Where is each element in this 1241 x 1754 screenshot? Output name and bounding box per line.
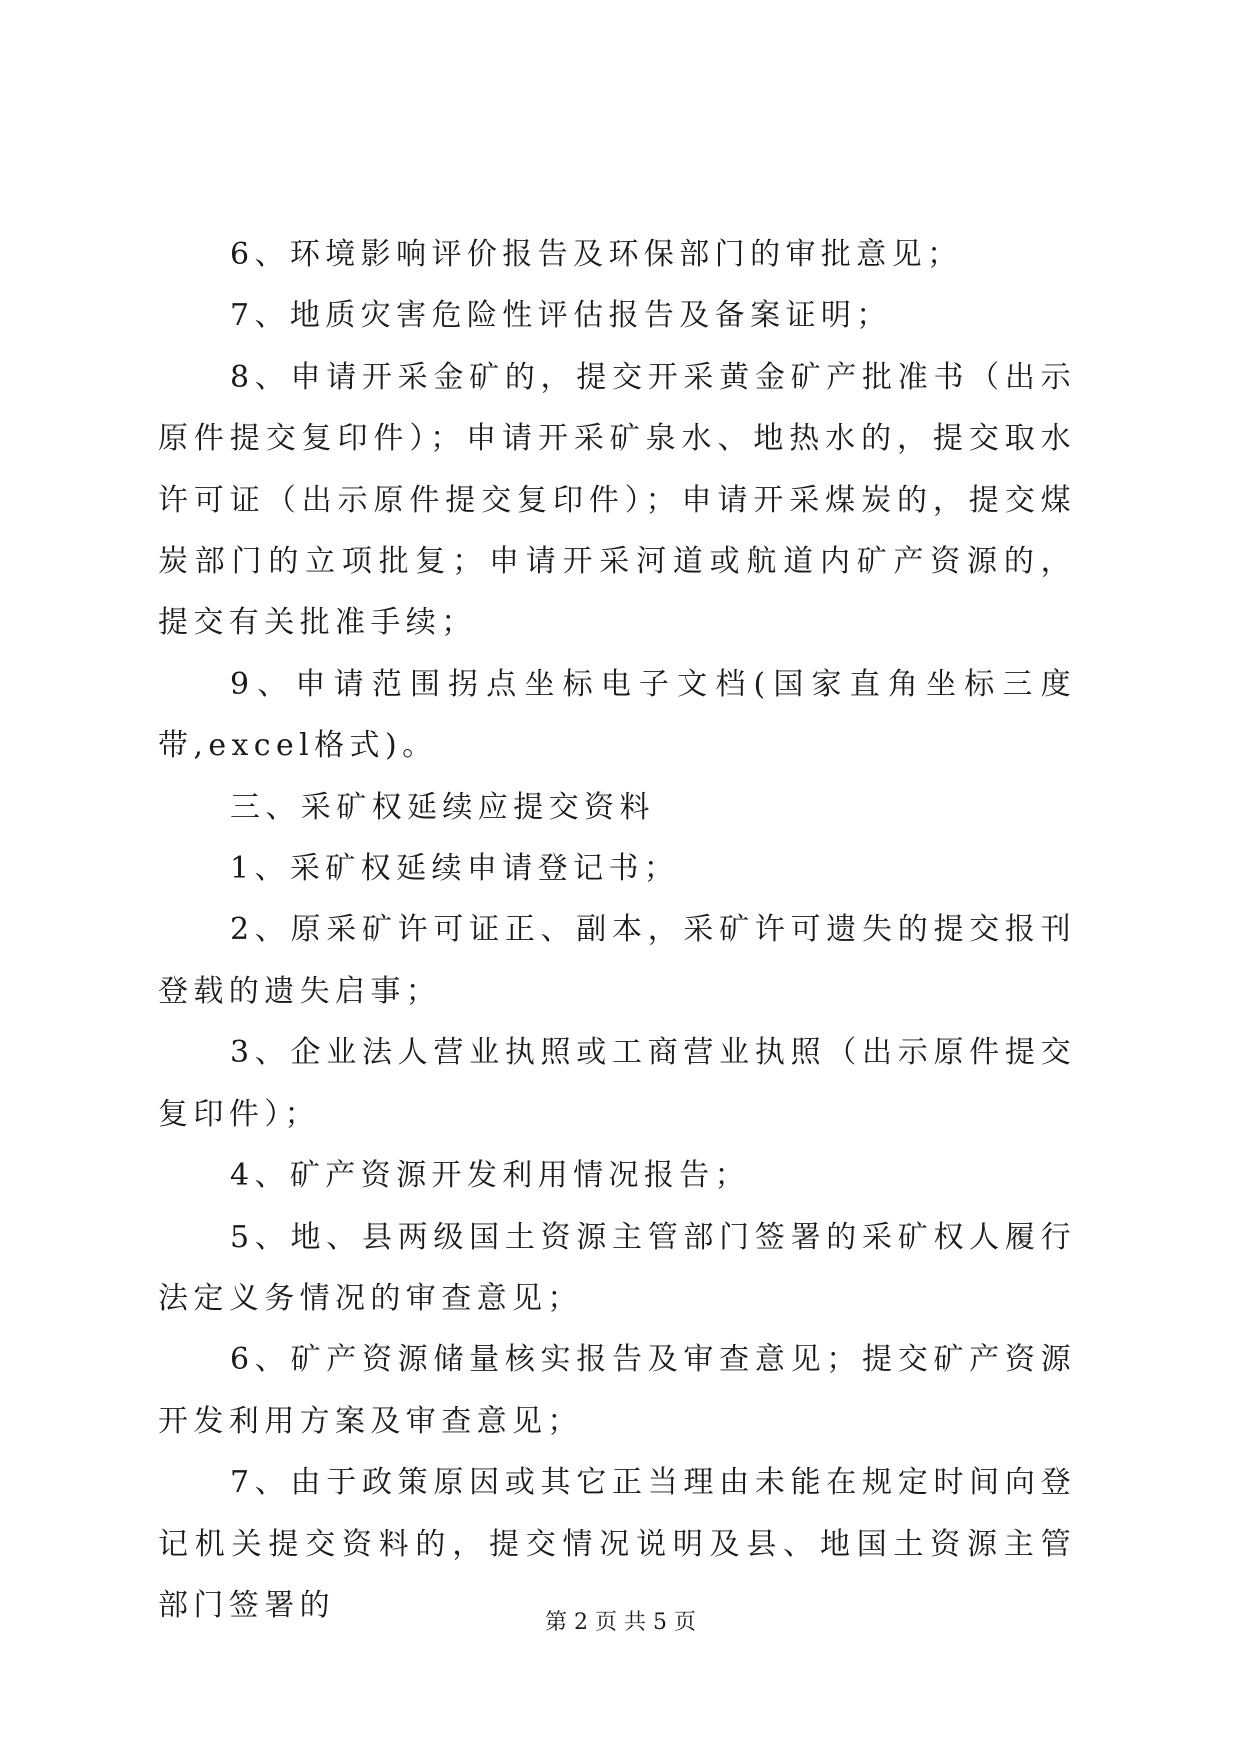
- paragraph-item-8-special-minerals: 8、申请开采金矿的，提交开采黄金矿产批准书（出示原件提交复印件）；申请开采矿泉水、地热水的，提交取水许可证（出示原件提交复印件）；申请开采煤炭的，提交煤炭部门的立项批复；申请开采河道或航道内矿产资源的，提交有关批准手续；: [158, 359, 1076, 641]
- page-number-footer: 第 2 页 共 5 页: [545, 1610, 696, 1635]
- paragraph-ext-item-2: 2、原采矿许可证正、副本，采矿许可遗失的提交报刊登载的遗失启事；: [158, 912, 1076, 1009]
- section-heading-extension: 三、采矿权延续应提交资料: [230, 789, 655, 825]
- paragraph-ext-item-1: 1、采矿权延续申请登记书；: [230, 851, 680, 887]
- paragraph-ext-item-3: 3、企业法人营业执照或工商营业执照（出示原件提交复印件）；: [158, 1035, 1076, 1132]
- paragraph-item-7-geohazard: 7、地质灾害危险性评估报告及备案证明；: [230, 298, 892, 334]
- paragraph-ext-item-4: 4、矿产资源开发利用情况报告；: [230, 1158, 751, 1194]
- paragraph-item-9-coordinates: 9、申请范围拐点坐标电子文档(国家直角坐标三度带,excel格式)。: [158, 666, 1076, 764]
- paragraph-ext-item-5: 5、地、县两级国土资源主管部门签署的采矿权人履行法定义务情况的审查意见；: [158, 1219, 1076, 1316]
- document-body: [158, 224, 1076, 1636]
- paragraph-item-6-env-assessment: 6、环境影响评价报告及环保部门的审批意见；: [230, 237, 963, 272]
- paragraph-ext-item-6: 6、矿产资源储量核实报告及审查意见；提交矿产资源开发利用方案及审查意见；: [158, 1342, 1076, 1439]
- paragraph-ext-item-7: 7、由于政策原因或其它正当理由未能在规定时间向登记机关提交资料的，提交情况说明及县、地国土资源主管部门签署的: [158, 1465, 1076, 1623]
